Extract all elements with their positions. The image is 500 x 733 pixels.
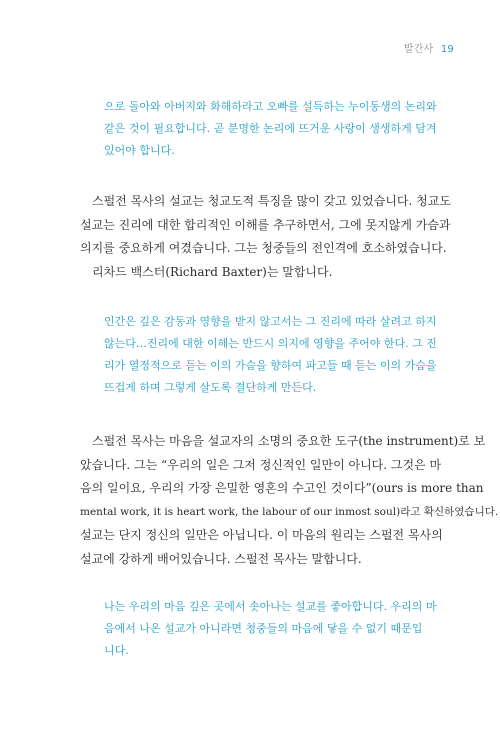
quote-line: 인간은 깊은 감동과 영향을 받지 않고서는 그 진리에 따라 살려고 하지 [104, 315, 437, 328]
paragraph-line: 스펄전 목사의 설교는 청교도적 특징을 많이 갖고 있었습니다. 청교도 [92, 194, 451, 208]
quote-line: 으로 돌아와 아버지와 화해하라고 오빠를 설득하는 누이동생의 논리와 [104, 100, 437, 113]
paragraph-line: mental work, it is heart work, the labour of our inmost soul)라고 확신하였습니다. [80, 505, 499, 518]
paragraph-line: 스펄전 목사는 마음을 설교자의 소명의 중요한 도구(the instrument)로 보 [92, 434, 486, 448]
quote-line: 니다. [104, 644, 129, 657]
paragraph-line: 았습니다. 그는 “우리의 일은 그저 정신적인 일만이 아니다. 그것은 마 [80, 457, 442, 472]
section-title: 발간사 [403, 44, 434, 55]
quote-line: 않는다…진리에 대한 이해는 반드시 의지에 영향을 주어야 한다. 그 진 [104, 337, 437, 350]
block-quote-1 [104, 96, 437, 162]
quote-line: 있어야 합니다. [104, 144, 175, 157]
paragraph-line: 리차드 백스터(Richard Baxter)는 말합니다. [92, 264, 333, 279]
paragraph-line: 음의 일이요, 우리의 가장 은밀한 영혼의 수고인 것이다”(ours is more than [80, 481, 484, 495]
paragraph-line: 의지를 중요하게 여겼습니다. 그는 청중들의 전인격에 호소하였습니다. [80, 241, 447, 255]
quote-line: 리가 열정적으로 듣는 이의 가슴을 향하여 파고들 때 듣는 이의 가슴을 [104, 359, 437, 372]
block-quote-3 [104, 596, 437, 662]
quote-line: 음에서 나온 설교가 아니라면 청중들의 마음에 닿을 수 없기 때문입 [104, 622, 423, 635]
body-paragraph-2 [80, 430, 499, 571]
page-number: 19 [440, 44, 454, 55]
body-paragraph-1 [80, 190, 451, 284]
paragraph-line: 설교는 단지 정신의 일만은 아닙니다. 이 마음의 원리는 스펄전 목사의 [80, 528, 443, 542]
quote-line: 뜨겁게 하며 그렇게 살도록 결단하게 만든다. [104, 381, 317, 394]
paragraph-line: 설교는 진리에 대한 합리적인 이해를 추구하면서, 그에 못지않게 가슴과 [80, 217, 451, 232]
block-quote-2 [104, 311, 437, 399]
quote-line: 나는 우리의 마음 깊은 곳에서 솟아나는 설교를 좋아합니다. 우리의 마 [104, 600, 437, 613]
running-header [404, 40, 454, 55]
paragraph-line: 설교에 강하게 배어있습니다. 스펄전 목사는 말합니다. [80, 551, 362, 566]
quote-line: 같은 것이 필요합니다. 곧 분명한 논리에 뜨거운 사랑이 생생하게 담겨 [104, 122, 437, 135]
